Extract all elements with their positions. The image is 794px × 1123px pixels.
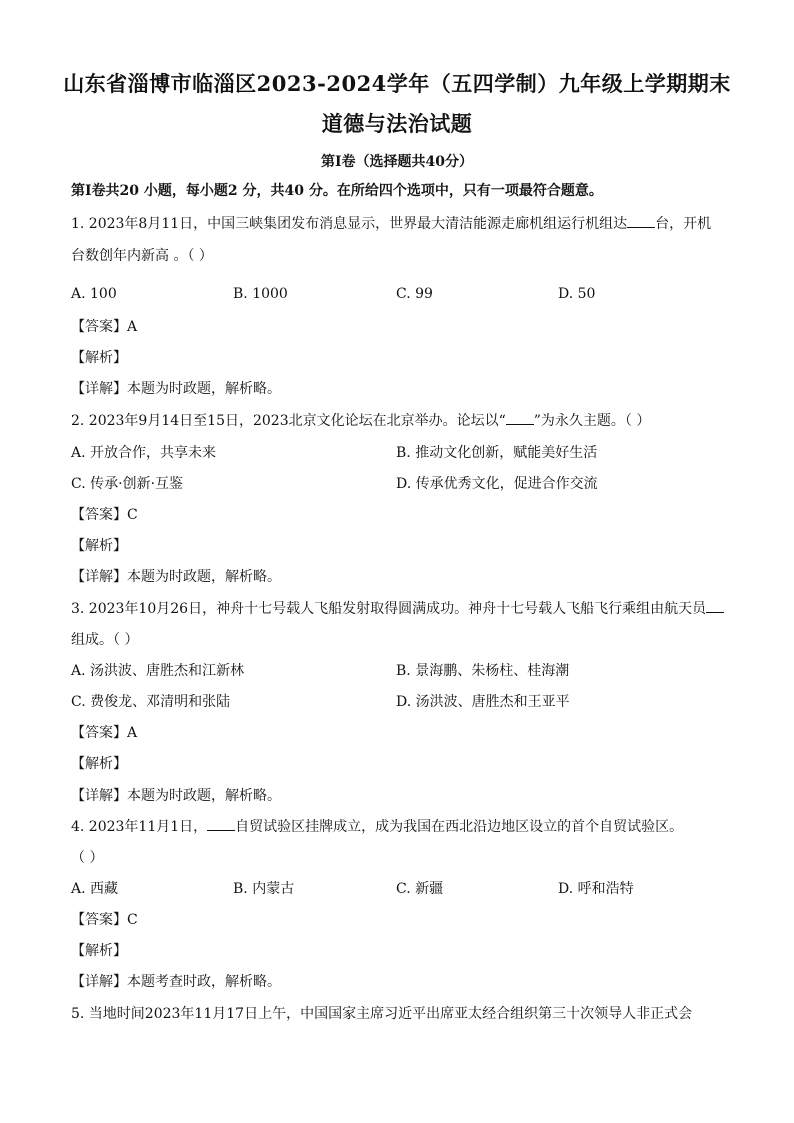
question-1-option-b: B. 1000 — [233, 286, 288, 302]
question-3-option-a: A. 汤洪波、唐胜杰和江新林 — [71, 663, 245, 679]
question-4-answer — [71, 909, 138, 929]
question-5-line1: 5. 当地时间2023年11月17日上午，中国国家主席习近平出席亚太经合组织第三十次领导人非正式会 — [71, 1006, 693, 1022]
question-3-line2: 组成。（ ） — [71, 632, 139, 648]
answer-value: A — [127, 319, 138, 335]
section-heading: 第Ⅰ卷（选择题共40分） — [320, 154, 474, 170]
document-title-line2: 道德与法治试题 — [321, 111, 473, 136]
question-1-text-b: 台，开机 — [655, 216, 712, 232]
question-1-line1 — [71, 213, 711, 233]
question-3-option-c: C. 费俊龙、邓清明和张陆 — [71, 694, 231, 710]
detail-text: 本题考查时政，解析略。 — [127, 974, 281, 990]
document-title-line1: 山东省淄博市临淄区2023-2024学年（五四学制）九年级上学期期末 — [63, 71, 731, 96]
question-2-answer — [71, 504, 138, 524]
question-1-option-d: D. 50 — [558, 286, 596, 302]
question-4-text-a: 4. 2023年11月1日， — [71, 819, 208, 835]
question-2-line1 — [71, 410, 650, 430]
question-4-line1 — [71, 816, 683, 836]
question-4-line2: （ ） — [71, 850, 104, 866]
question-2-option-c: C. 传承·创新·互鉴 — [71, 476, 184, 492]
detail-label: 【详解】 — [71, 569, 127, 585]
question-1-blank — [627, 215, 655, 228]
question-2-detail — [71, 566, 281, 586]
answer-label: 【答案】 — [71, 912, 127, 928]
answer-label: 【答案】 — [71, 725, 127, 741]
answer-value: C — [127, 507, 138, 523]
question-1-text-a: 1. 2023年8月11日，中国三峡集团发布消息显示，世界最大清洁能源走廊机组运行机组达 — [71, 216, 628, 232]
question-3-detail — [71, 785, 281, 805]
question-3-blank — [706, 600, 724, 613]
question-1-option-c: C. 99 — [396, 286, 433, 302]
answer-label: 【答案】 — [71, 507, 127, 523]
question-4-detail — [71, 971, 281, 991]
detail-text: 本题为时政题，解析略。 — [127, 788, 281, 804]
question-2-option-b: B. 推动文化创新，赋能美好生活 — [396, 445, 598, 461]
question-1-analysis: 【解析】 — [71, 350, 127, 366]
answer-value: C — [127, 912, 138, 928]
question-1-detail — [71, 378, 281, 398]
question-2-option-a: A. 开放合作，共享未来 — [71, 445, 217, 461]
question-4-analysis: 【解析】 — [71, 943, 127, 959]
question-2-text-b: ”为永久主题。（ ） — [533, 413, 651, 429]
section-instruction: 第Ⅰ卷共20 小题，每小题2 分，共40 分。在所给四个选项中，只有一项最符合题意。 — [71, 183, 603, 199]
question-1-line2: 台数创年内新高 。（ ） — [71, 248, 213, 264]
question-3-analysis: 【解析】 — [71, 756, 127, 772]
question-4-text-b: 自贸试验区挂牌成立，成为我国在西北沿边地区设立的首个自贸试验区。 — [235, 819, 684, 835]
question-2-text-a: 2. 2023年9月14日至15日，2023北京文化论坛在北京举办。论坛以“ — [71, 413, 506, 429]
question-2-analysis: 【解析】 — [71, 538, 127, 554]
detail-text: 本题为时政题，解析略。 — [127, 381, 281, 397]
question-4-option-b: B. 内蒙古 — [233, 881, 295, 897]
question-3-option-d: D. 汤洪波、唐胜杰和王亚平 — [396, 694, 570, 710]
answer-value: A — [127, 725, 138, 741]
question-4-option-d: D. 呼和浩特 — [558, 881, 634, 897]
question-3-line1 — [71, 598, 724, 618]
detail-text: 本题为时政题，解析略。 — [127, 569, 281, 585]
question-4-blank — [207, 818, 235, 831]
question-3-text: 3. 2023年10月26日，神舟十七号载人飞船发射取得圆满成功。神舟十七号载人飞船飞行乘组由航天员 — [71, 601, 707, 617]
question-3-answer — [71, 722, 137, 742]
answer-label: 【答案】 — [71, 319, 127, 335]
question-4-option-c: C. 新疆 — [396, 881, 444, 897]
question-1-answer — [71, 316, 137, 336]
detail-label: 【详解】 — [71, 788, 127, 804]
question-3-option-b: B. 景海鹏、朱杨柱、桂海潮 — [396, 663, 570, 679]
question-2-blank — [506, 412, 534, 425]
question-4-option-a: A. 西藏 — [71, 881, 119, 897]
detail-label: 【详解】 — [71, 381, 127, 397]
question-2-option-d: D. 传承优秀文化，促进合作交流 — [396, 476, 598, 492]
detail-label: 【详解】 — [71, 974, 127, 990]
question-1-option-a: A. 100 — [71, 286, 117, 302]
